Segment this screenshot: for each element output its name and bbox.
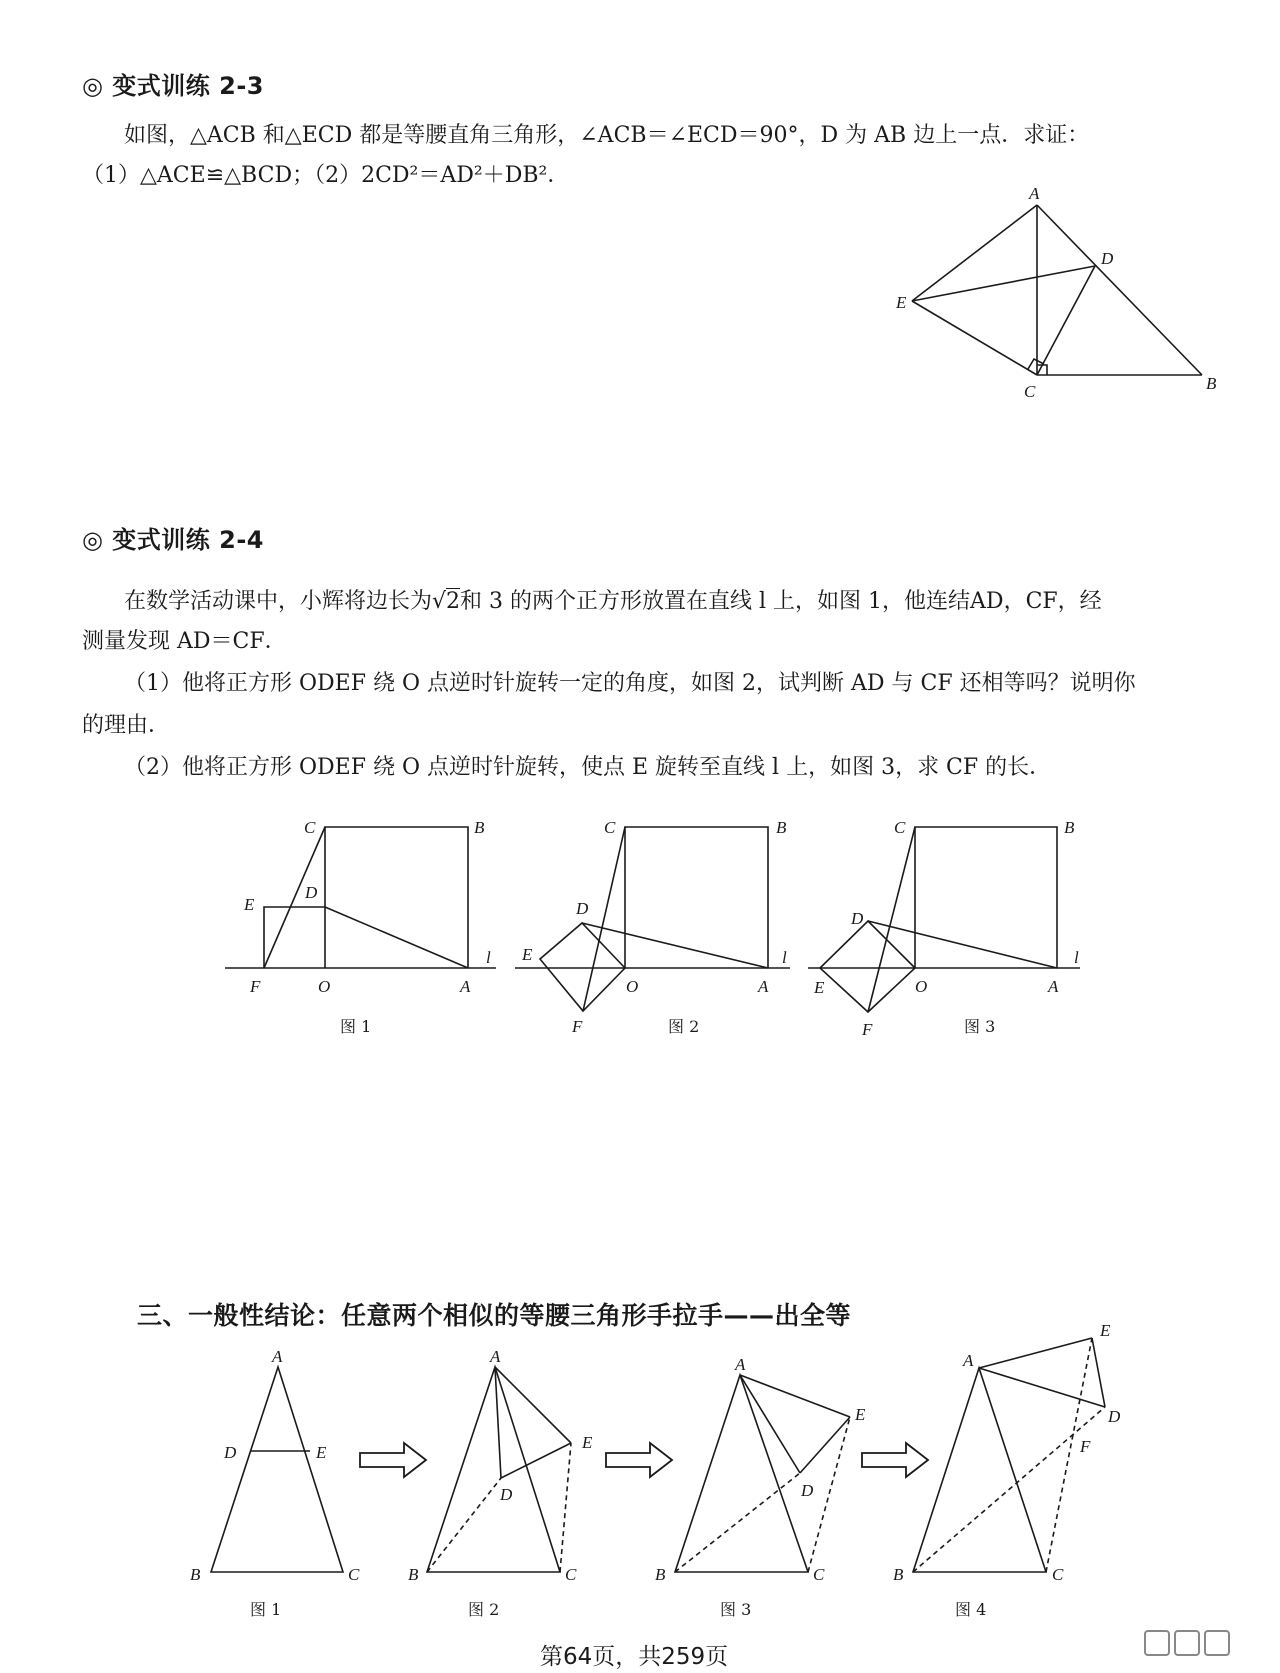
fig24-3-label-C: C xyxy=(894,818,906,837)
fig24-3-label-D: D xyxy=(851,909,864,928)
sec3-fig4 xyxy=(893,1321,1121,1619)
exercise-2-3-line1: 如图，△ACB 和△ECD 都是等腰直角三角形，∠ACB＝∠ECD＝90°，D 为 AB 边上一点．求证： xyxy=(124,123,1090,148)
scroll-box-icon xyxy=(1204,1630,1230,1656)
fig24-1-label-O: O xyxy=(318,977,331,996)
fig24-2-label-D: D xyxy=(576,899,589,918)
sqrt-radicand: 2 xyxy=(446,589,461,614)
fig24-1-label-B: B xyxy=(474,818,485,837)
fig24-1-caption: 图 1 xyxy=(340,1017,372,1036)
fig24-3-label-E: E xyxy=(814,978,825,997)
arrow-right-icon xyxy=(360,1443,426,1477)
sec3-fig2-label-A: A xyxy=(490,1347,501,1366)
fig24-1-label-A: A xyxy=(460,977,471,996)
sec3-fig4-label-D: D xyxy=(1108,1407,1121,1426)
fig24-3-label-O: O xyxy=(915,977,928,996)
fig23-label-D: D xyxy=(1101,249,1114,268)
sec3-fig3-caption: 图 3 xyxy=(720,1600,752,1619)
ex24-p1b: 和 3 的两个正方形放置在直线 l 上，如图 1，他连结AD，CF，经 xyxy=(460,589,1102,614)
exercise-2-3-heading: ◎ 变式训练 2-3 xyxy=(82,72,265,100)
sec3-fig1-caption: 图 1 xyxy=(250,1600,282,1619)
fig23-label-E: E xyxy=(896,293,907,312)
sec3-fig1-label-A: A xyxy=(272,1347,283,1366)
arrow-right-icon xyxy=(606,1443,672,1477)
sec3-fig1-label-B: B xyxy=(190,1565,201,1584)
fig24-1-label-F: F xyxy=(250,977,261,996)
sec3-fig2-label-E: E xyxy=(582,1433,593,1452)
scroll-box-icon xyxy=(1144,1630,1170,1656)
sec3-fig4-caption: 图 4 xyxy=(955,1600,987,1619)
page-scroll-indicator[interactable] xyxy=(1140,1630,1230,1660)
fig24-1-label-C: C xyxy=(304,818,316,837)
fig24-3-caption: 图 3 xyxy=(964,1017,996,1036)
fig24-2-label-F: F xyxy=(572,1017,583,1036)
sec3-fig3 xyxy=(655,1355,866,1619)
page-number: 第64页，共259页 xyxy=(540,1644,729,1670)
fig24-1-label-D: D xyxy=(305,883,318,902)
fig23-label-C: C xyxy=(1024,382,1036,401)
sec3-fig4-label-B: B xyxy=(893,1565,904,1584)
sec3-fig1-label-E: E xyxy=(316,1443,327,1462)
scroll-box-icon xyxy=(1174,1630,1200,1656)
section-3-heading: 三、一般性结论：任意两个相似的等腰三角形手拉手——出全等 xyxy=(137,1301,852,1330)
fig24-2-label-C: C xyxy=(604,818,616,837)
exercise-2-4-heading: ◎ 变式训练 2-4 xyxy=(82,526,265,554)
sec3-fig4-label-C: C xyxy=(1052,1565,1064,1584)
fig23-label-B: B xyxy=(1206,374,1217,393)
fig24-2-label-B: B xyxy=(776,818,787,837)
sec3-fig3-label-A: A xyxy=(735,1355,746,1374)
fig24-3-label-B: B xyxy=(1064,818,1075,837)
exercise-2-4-p4: 的理由． xyxy=(82,713,171,738)
fig24-2-caption: 图 2 xyxy=(668,1017,700,1036)
sqrt-symbol: √ xyxy=(432,589,447,614)
sec3-fig3-label-B: B xyxy=(655,1565,666,1584)
arrow-right-icon xyxy=(862,1443,928,1477)
sec3-fig2 xyxy=(408,1347,593,1619)
fig24-3-label-F: F xyxy=(862,1020,873,1039)
fig24-1-label-l: l xyxy=(486,948,491,967)
fig23-label-A: A xyxy=(1029,184,1040,203)
fig24-3-label-A: A xyxy=(1048,977,1059,996)
sec3-fig3-label-C: C xyxy=(813,1565,825,1584)
fig24-1-label-E: E xyxy=(244,895,255,914)
fig24-2-label-l: l xyxy=(782,948,787,967)
exercise-2-4-p2: 测量发现 AD＝CF． xyxy=(82,629,287,654)
sec3-fig1 xyxy=(190,1347,360,1619)
sec3-fig2-label-D: D xyxy=(500,1485,513,1504)
ex24-p1a: 在数学活动课中，小辉将边长为 xyxy=(124,589,433,614)
sec3-fig4-label-E: E xyxy=(1100,1321,1111,1340)
fig24-2-label-A: A xyxy=(758,977,769,996)
exercise-2-4-p5: （2）他将正方形 ODEF 绕 O 点逆时针旋转，使点 E 旋转至直线 l 上，如图 3，求 CF 的长． xyxy=(124,755,1052,780)
sec3-fig2-label-C: C xyxy=(565,1565,577,1584)
sec3-fig2-caption: 图 2 xyxy=(468,1600,500,1619)
sec3-fig1-label-D: D xyxy=(224,1443,237,1462)
fig24-3-label-l: l xyxy=(1074,948,1079,967)
sec3-fig3-label-E: E xyxy=(855,1405,866,1424)
exercise-2-4-p3: （1）他将正方形 ODEF 绕 O 点逆时针旋转一定的角度，如图 2，试判断 AD 与 CF 还相等吗？说明你 xyxy=(124,671,1136,696)
fig24-2-label-O: O xyxy=(626,977,639,996)
sec3-fig4-label-A: A xyxy=(963,1351,974,1370)
sec3-fig2-label-B: B xyxy=(408,1565,419,1584)
sec3-fig3-label-D: D xyxy=(801,1481,814,1500)
exercise-2-3-line2: （1）△ACE≌△BCD；（2）2CD²＝AD²＋DB²． xyxy=(82,163,570,188)
sec3-fig4-label-F: F xyxy=(1080,1437,1091,1456)
sec3-fig1-label-C: C xyxy=(348,1565,360,1584)
fig24-2-label-E: E xyxy=(522,945,533,964)
